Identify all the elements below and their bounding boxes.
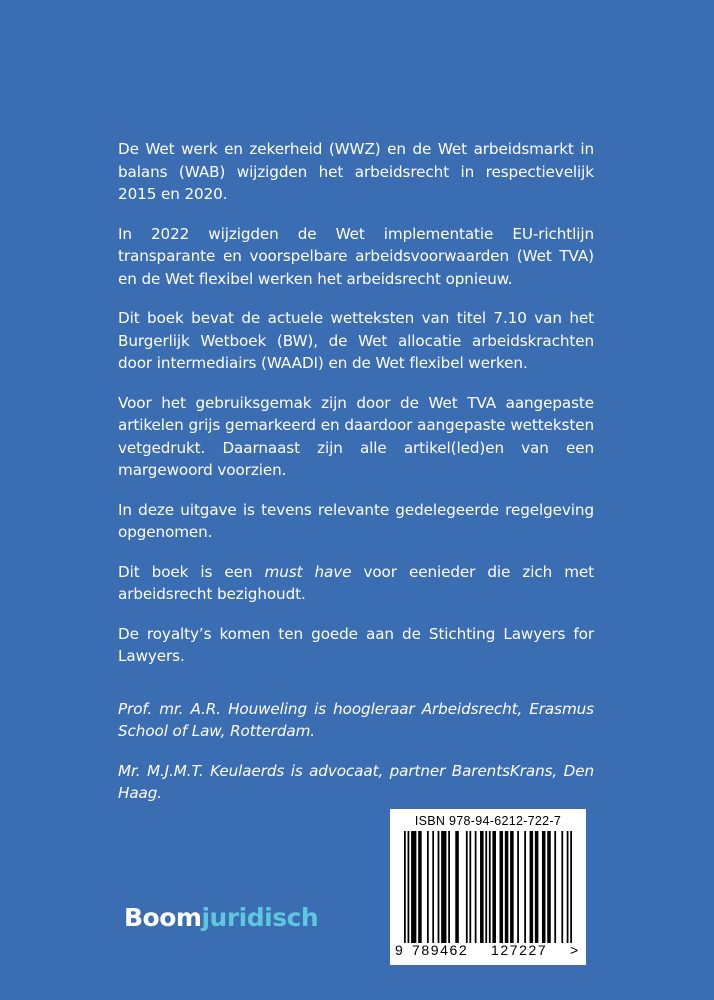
barcode-bar (438, 831, 440, 943)
isbn-label: ISBN 978-94-6212-722-7 (414, 814, 562, 828)
barcode-bar (466, 831, 468, 943)
must-have-paragraph (118, 561, 594, 606)
blurb-paragraph-4: Voor het gebruiksgemak zijn door de Wet TVA aangepaste artikelen grijs gemarkeerd en daardoor aangepaste wetteksten vetgedrukt. Daarnaast zijn alle artikel(led)en van een margewoord voorzien. (118, 393, 594, 479)
barcode-bar (547, 831, 551, 943)
blurb-paragraph-2: In 2022 wijzigden de Wet implementatie EU-richtlijn transparante en voorspelbare arbeidsvoorwaarden (Wet TVA) en de Wet flexibel werken het arbeidsrecht opnieuw. (118, 224, 594, 288)
barcode-bar (441, 831, 446, 943)
barcode-bar (475, 831, 477, 943)
barcode-bar (561, 831, 563, 943)
barcode-bar (524, 831, 526, 943)
barcode-bar (542, 831, 546, 943)
barcode-digits-right: 127227 (491, 942, 548, 958)
barcode-digits (390, 942, 586, 962)
barcode-bar (499, 831, 503, 943)
blurb-text-block (118, 138, 594, 822)
barcode-guard-bar (570, 831, 572, 943)
blurb-paragraph-5: In deze uitgave is tevens relevante gedelegeerde regelgeving opgenomen. (118, 500, 594, 541)
publisher-logo (124, 903, 318, 933)
barcode-bar (418, 831, 422, 943)
barcode-bar (505, 831, 509, 943)
must-have-emphasis: must have (264, 562, 352, 581)
barcode-bar (469, 831, 471, 943)
must-have-after: voor eenieder die zich met arbeidsrecht bezighoudt. (118, 562, 594, 603)
barcode-bar (554, 831, 556, 943)
logo-boom: Boom (124, 903, 202, 932)
must-have-before: Dit boek is een (118, 562, 265, 581)
blurb-paragraph-1: De Wet werk en zekerheid (WWZ) en de Wet arbeidsmarkt in balans (WAB) wijzigden het arbeidsrecht in respectievelijk 2015 en 2020. (118, 140, 594, 203)
royalty-paragraph: De royalty’s komen ten goede aan de Stichting Lawyers for Lawyers. (118, 624, 594, 665)
barcode-bar (427, 831, 429, 943)
barcode-digits-left: 789462 (412, 942, 469, 958)
barcode-bars (404, 831, 572, 943)
authors-block (118, 698, 594, 805)
barcode-bar (480, 831, 484, 943)
barcode-guard-bar (489, 831, 491, 943)
barcode-bar (517, 831, 519, 943)
barcode-bar (432, 831, 434, 943)
barcode-bar (535, 831, 539, 943)
blurb-paragraph-3: Dit boek bevat de actuele wetteksten van titel 7.10 van het Burgerlijk Wetboek (BW), de Wet allocatie arbeidskrachten door intermediairs (WAADI) en de Wet flexibel werken. (118, 309, 594, 372)
barcode-bar (455, 831, 459, 943)
author-1: Prof. mr. A.R. Houweling is hoogleraar Arbeidsrecht, Erasmus School of Law, Rotterdam. (118, 699, 594, 740)
logo-juridisch: juridisch (201, 903, 319, 932)
barcode-bar (510, 831, 514, 943)
author-2: Mr. M.J.M.T. Keulaerds is advocaat, partner BarentsKrans, Den Haag. (118, 761, 594, 802)
barcode-guard-bar (485, 831, 487, 943)
barcode-guard-bar (567, 831, 569, 943)
isbn-barcode (390, 809, 586, 965)
barcode-digit-first: 9 (395, 942, 403, 958)
barcode-guard-bar (404, 831, 406, 943)
barcode-bar (448, 831, 450, 943)
barcode-bar (530, 831, 534, 943)
barcode-guard-bar (408, 831, 410, 943)
barcode-bar (492, 831, 496, 943)
barcode-bar (411, 831, 416, 943)
barcode-arrow: > (570, 942, 579, 958)
barcode-graphic (404, 831, 572, 943)
